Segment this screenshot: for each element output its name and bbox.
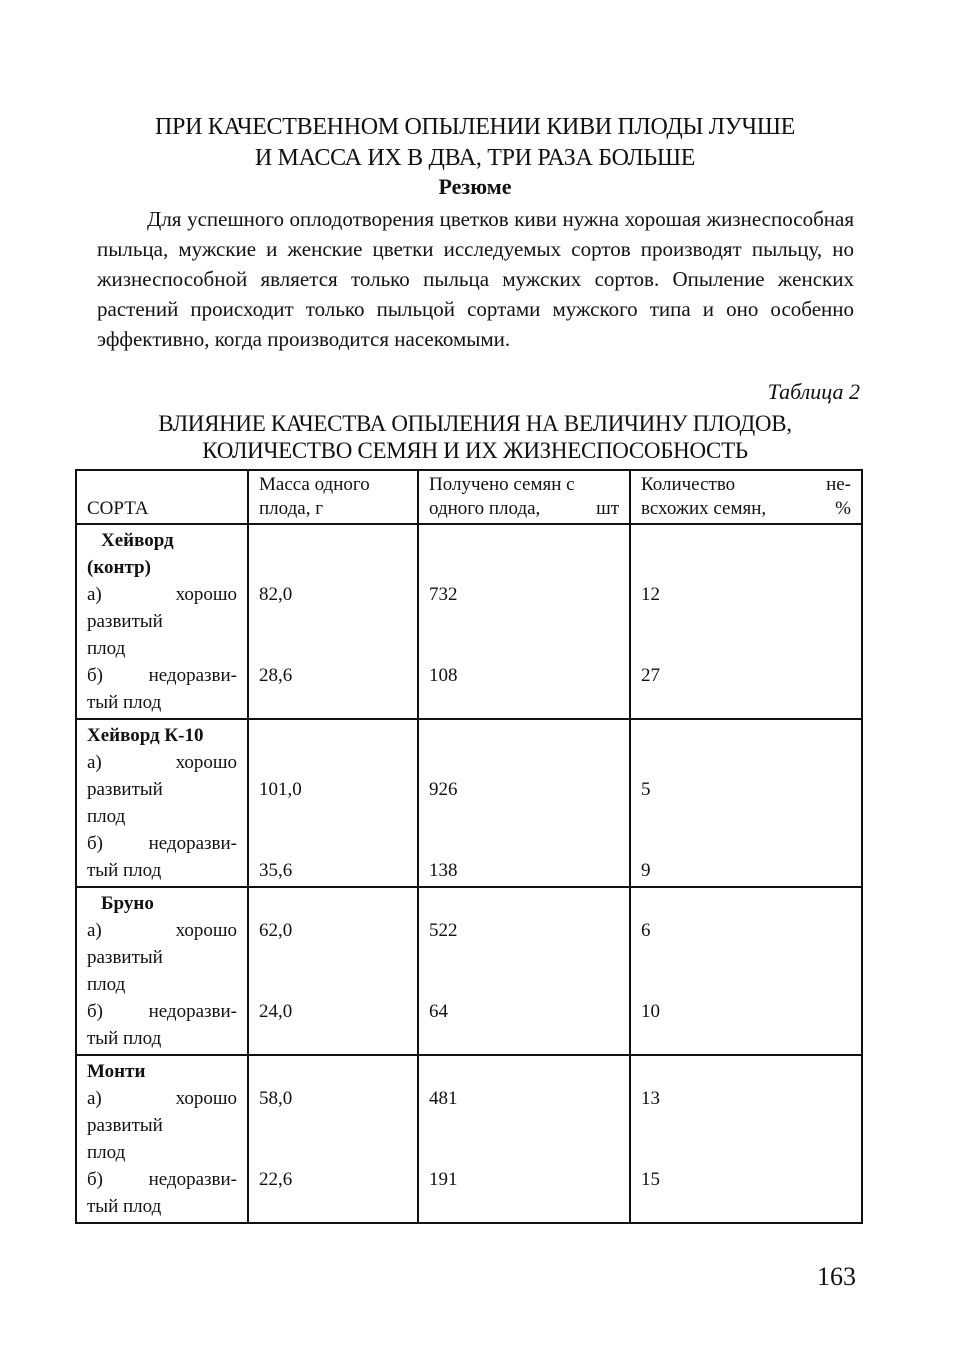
good-fruit-label-3-line-1: а) хорошо [87,920,237,941]
mass-poor-1: 28,6 [259,665,293,686]
table-row-group-3 [76,887,862,1055]
cell-seeds-3 [418,887,630,1055]
good-fruit-label-1-line-1: а) хорошо [87,584,237,605]
poor-fruit-label-1-line-2: тый плод [87,692,162,713]
resume-heading: Резюме [438,174,512,199]
cell-seeds-1 [418,524,630,719]
header-variety-label: СОРТА [87,498,149,519]
table-row-group-4 [76,1055,862,1223]
header-nonviable [630,470,862,524]
good-fruit-label-4-line-2: развитый [87,1115,163,1136]
header-seeds [418,470,630,524]
header-nonviable-line-2 [641,497,851,521]
nonviable-good-1: 12 [641,584,660,605]
mass-good-1: 82,0 [259,584,293,605]
good-fruit-label-2-line-1: а) хорошо [87,752,237,773]
cell-nonviable-4 [630,1055,862,1223]
good-fruit-label-2-line-3: плод [87,806,126,827]
cell-nonviable-3 [630,887,862,1055]
header-nonviable-line-1-a: Количество [641,474,736,495]
mass-good-3: 62,0 [259,920,293,941]
good-fruit-label-4 [87,1085,237,1166]
table-label: Таблица 2 [767,379,860,404]
poor-fruit-label-3-line-1: б) недоразви- [87,1001,237,1022]
poor-fruit-label-2 [87,830,237,884]
cell-variety-1 [76,524,248,719]
cell-mass-1 [248,524,418,719]
seeds-poor-2: 138 [429,860,458,881]
mass-good-2: 101,0 [259,779,302,800]
poor-fruit-label-4-line-1: б) недоразви- [87,1169,237,1190]
variety-name-3: Бруно [101,893,154,914]
poor-fruit-label-1 [87,662,237,716]
mass-good-4: 58,0 [259,1088,293,1109]
cell-variety-4 [76,1055,248,1223]
good-fruit-label-1 [87,581,237,662]
seeds-good-4: 481 [429,1088,458,1109]
header-mass-line-1: Масса одного [259,474,370,495]
header-nonviable-line-2-b: % [835,498,851,519]
poor-fruit-label-4-line-2: тый плод [87,1196,162,1217]
table-row-group-1 [76,524,862,719]
results-table [75,469,863,1224]
mass-poor-3: 24,0 [259,1001,293,1022]
cell-nonviable-1 [630,524,862,719]
header-seeds-line-2 [429,497,619,521]
poor-fruit-label-3-line-2: тый плод [87,1028,162,1049]
nonviable-good-2: 5 [641,779,651,800]
good-fruit-label-4-line-1: а) хорошо [87,1088,237,1109]
cell-mass-3 [248,887,418,1055]
header-mass [248,470,418,524]
header-mass-line-2: плода, г [259,498,323,519]
mass-poor-2: 35,6 [259,860,293,881]
nonviable-good-3: 6 [641,920,651,941]
cell-nonviable-2 [630,719,862,887]
nonviable-poor-3: 10 [641,1001,660,1022]
seeds-good-1: 732 [429,584,458,605]
article-title [80,112,870,174]
header-nonviable-line-2-a: всхожих семян, [641,498,767,519]
seeds-poor-4: 191 [429,1169,458,1190]
seeds-poor-1: 108 [429,665,458,686]
header-seeds-line-2-a: одного плода, [429,498,541,519]
table-title-line-1: ВЛИЯНИЕ КАЧЕСТВА ОПЫЛЕНИЯ НА ВЕЛИЧИНУ ПЛОДОВ, [158,411,792,436]
header-nonviable-line-1-b: не- [826,474,851,495]
poor-fruit-label-3 [87,998,237,1052]
cell-mass-2 [248,719,418,887]
variety-name-1: Хейворд [101,530,174,551]
good-fruit-label-3 [87,917,237,998]
header-nonviable-line-1 [641,473,851,497]
variety-name-4: Монти [87,1061,146,1082]
nonviable-poor-4: 15 [641,1169,660,1190]
poor-fruit-label-2-line-1: б) недоразви- [87,833,237,854]
header-variety [76,470,248,524]
cell-variety-2 [76,719,248,887]
good-fruit-label-3-line-2: развитый [87,947,163,968]
cell-seeds-2 [418,719,630,887]
table-header-row [76,470,862,524]
mass-poor-4: 22,6 [259,1169,293,1190]
good-fruit-label-1-line-2: развитый [87,611,163,632]
table-title [80,410,870,464]
variety-name-1-line-2: (контр) [87,557,151,578]
poor-fruit-label-1-line-1: б) недоразви- [87,665,237,686]
page-number: 163 [817,1262,856,1291]
cell-variety-3 [76,887,248,1055]
header-seeds-line-2-b: шт [596,498,619,519]
cell-mass-4 [248,1055,418,1223]
nonviable-poor-2: 9 [641,860,651,881]
good-fruit-label-4-line-3: плод [87,1142,126,1163]
poor-fruit-label-4 [87,1166,237,1220]
summary-paragraph: Для успешного оплодотворения цветков киви нужна хорошая жизнеспособная пыльца, мужские и женские цветки исследуемых сортов производят пыльцу, но жизнеспособной является только пыльца мужских сортов. Опыление женских растений происходит только пыльцой сортами мужского типа и оно особенно эффективно, когда производится насекомыми. [97,207,854,351]
nonviable-poor-1: 27 [641,665,660,686]
seeds-good-2: 926 [429,779,458,800]
good-fruit-label-1-line-3: плод [87,638,126,659]
variety-name-2: Хейворд К-10 [87,725,204,746]
nonviable-good-4: 13 [641,1088,660,1109]
table-row-group-2 [76,719,862,887]
seeds-good-3: 522 [429,920,458,941]
cell-seeds-4 [418,1055,630,1223]
poor-fruit-label-2-line-2: тый плод [87,860,162,881]
good-fruit-label-3-line-3: плод [87,974,126,995]
article-title-line-1: ПРИ КАЧЕСТВЕННОМ ОПЫЛЕНИИ КИВИ ПЛОДЫ ЛУЧШЕ [154,114,796,140]
good-fruit-label-2 [87,749,237,830]
good-fruit-label-2-line-2: развитый [87,779,163,800]
article-title-line-2: И МАССА ИХ В ДВА, ТРИ РАЗА БОЛЬШЕ [254,145,696,171]
header-seeds-line-1: Получено семян с [429,474,575,495]
seeds-poor-3: 64 [429,1001,448,1022]
table-title-line-2: КОЛИЧЕСТВО СЕМЯН И ИХ ЖИЗНЕСПОСОБНОСТЬ [202,438,748,463]
